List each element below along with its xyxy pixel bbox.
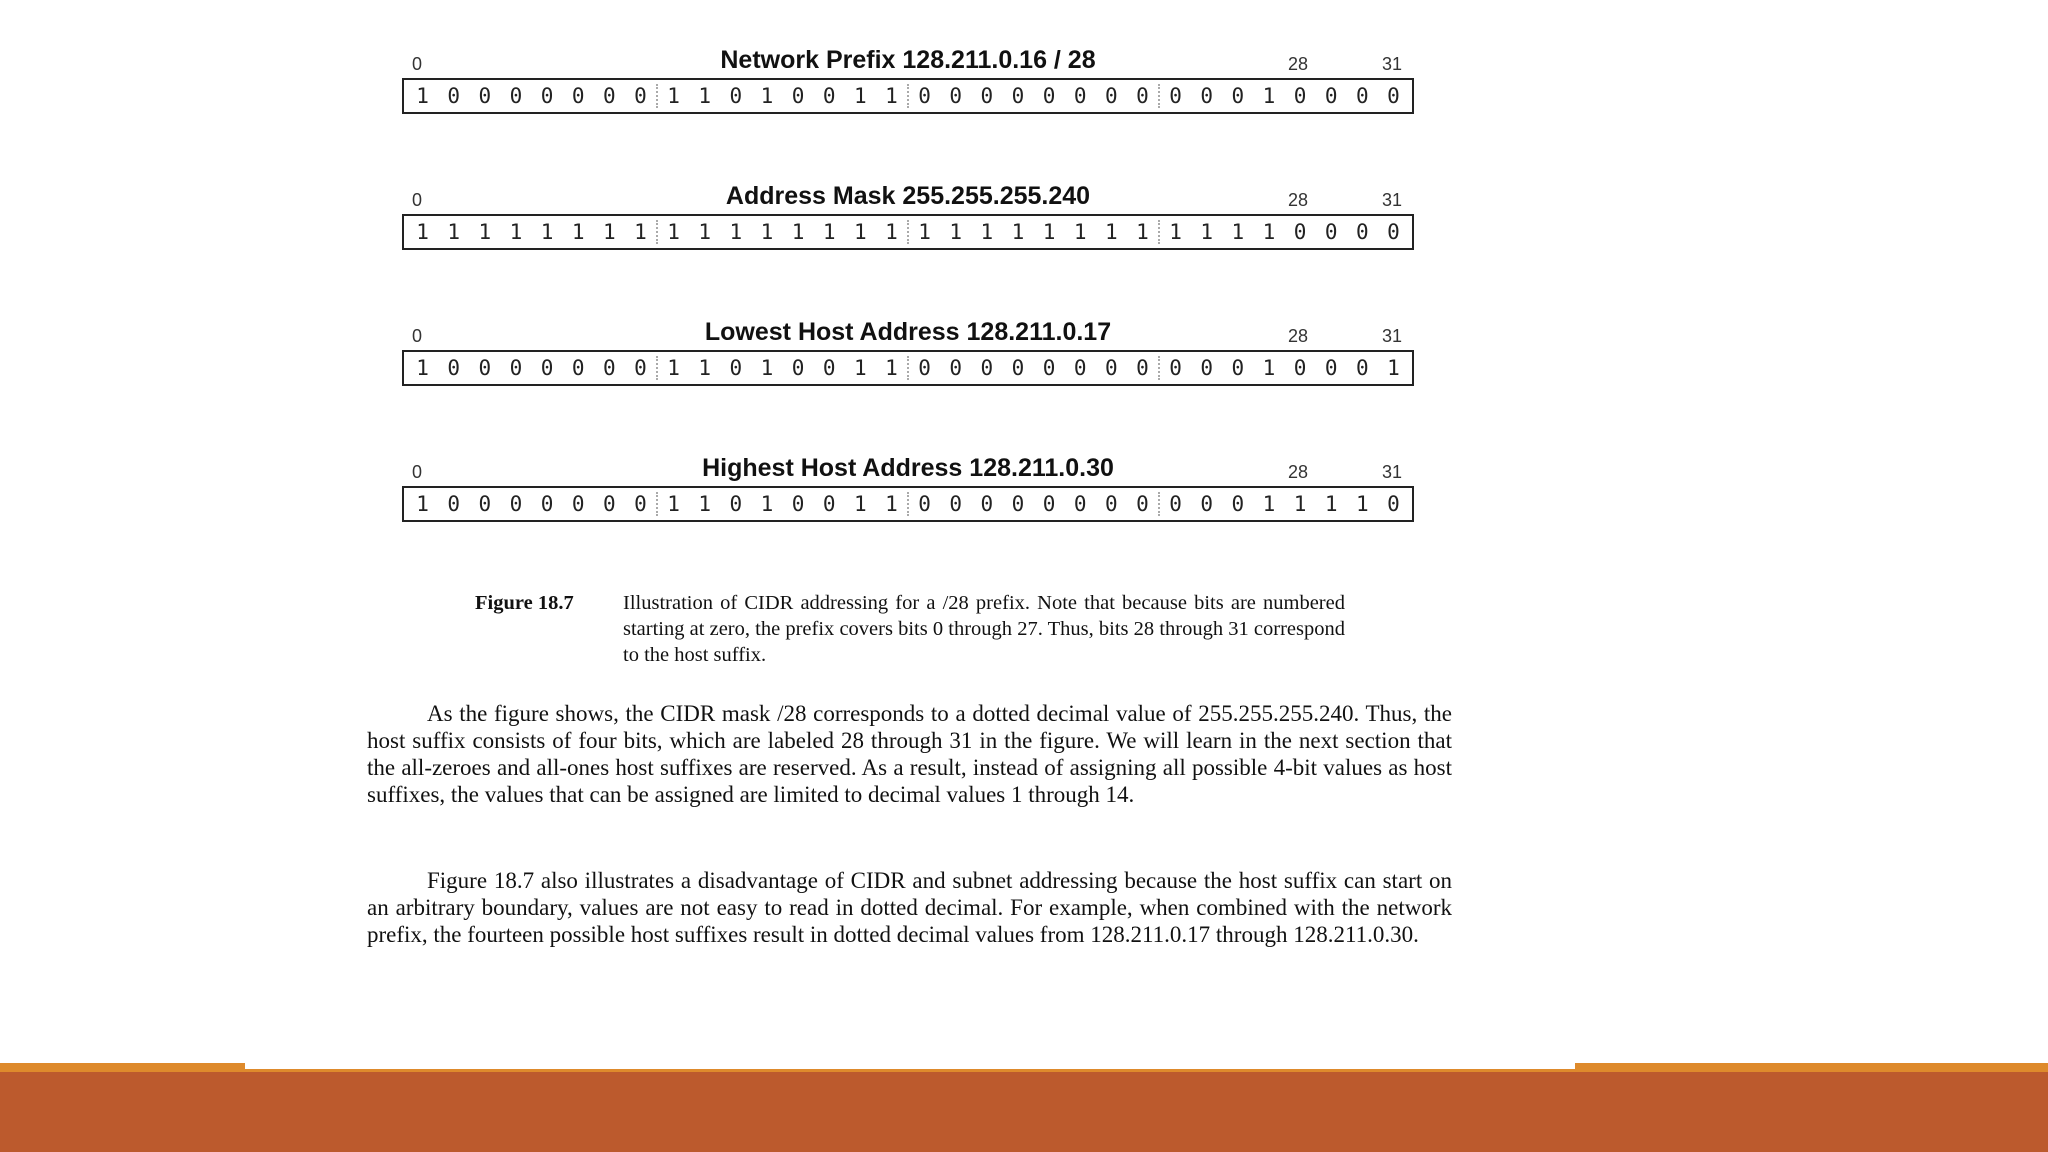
bit-cell: 0 — [634, 356, 647, 380]
bit-cell: 0 — [980, 356, 994, 380]
bit-cell: 1 — [416, 356, 429, 380]
bit-number-31: 31 — [1382, 54, 1403, 74]
bit-cell: 1 — [509, 220, 523, 244]
bit-cell: 0 — [907, 356, 940, 380]
network-prefix-diagram — [402, 42, 1414, 114]
diagram-title: Address Mask 255.255.255.240 — [725, 182, 1091, 210]
bit-cell: 1 — [907, 220, 940, 244]
bit-cell: 0 — [791, 356, 805, 380]
bit-cell: 1 — [1293, 492, 1307, 516]
bit-cell: 1 — [416, 220, 429, 244]
bit-cell: 0 — [729, 492, 743, 516]
bit-cell: 0 — [1200, 356, 1214, 380]
bit-cell: 1 — [656, 220, 689, 244]
bit-cell: 0 — [822, 84, 836, 108]
bit-cell: 1 — [791, 220, 805, 244]
bit-cell: 1 — [853, 220, 867, 244]
bit-cell: 1 — [656, 492, 689, 516]
bit-cell: 0 — [1158, 84, 1191, 108]
bit-number-28: 28 — [1288, 462, 1309, 482]
diagram-title: Network Prefix 128.211.0.16 / 28 — [720, 46, 1096, 74]
bit-cell: 0 — [478, 84, 492, 108]
bit-cell: 1 — [447, 220, 461, 244]
bit-cell: 0 — [1355, 356, 1369, 380]
bit-cell: 0 — [949, 492, 963, 516]
bit-cell: 0 — [509, 84, 523, 108]
bit-cell: 1 — [634, 220, 647, 244]
bit-cell: 0 — [1355, 220, 1369, 244]
bit-cell: 0 — [602, 492, 616, 516]
bit-cell: 1 — [602, 220, 616, 244]
bit-cell: 0 — [949, 356, 963, 380]
bit-cell: 0 — [729, 84, 743, 108]
bit-cell: 0 — [980, 84, 994, 108]
caption-text: Illustration of CIDR addressing for a /28 prefix. Note that because bits are numbered starting at zero, the prefix covers bits 0 through 27. Thus, bits 28 through 31 correspond to the host suffix. — [623, 592, 1345, 666]
bit-cell: 1 — [1136, 220, 1149, 244]
bit-cell: 0 — [634, 492, 647, 516]
bit-cell: 1 — [760, 356, 774, 380]
body-paragraph: As the figure shows, the CIDR mask /28 corresponds to a dotted decimal value of 255.255.255.240. Thus, the host suffix consists of four bits, which are labeled 28 through 31 in the figure. We will learn in the next section that the all-zeroes and all-ones host suffixes are reserved. As a result, instead of assigning all possible 4-bit values as host suffixes, the values that can be assigned are limited to decimal values 1 through 14. — [367, 701, 1452, 807]
bit-cell: 0 — [1011, 492, 1025, 516]
bit-cell: 0 — [1136, 492, 1149, 516]
bit-cell: 0 — [1104, 492, 1118, 516]
bit-cell: 1 — [1324, 492, 1338, 516]
bit-cell: 0 — [1324, 84, 1338, 108]
bit-cell: 0 — [447, 356, 461, 380]
bit-cell: 1 — [853, 492, 867, 516]
bit-cell: 0 — [1073, 492, 1087, 516]
bit-number-31: 31 — [1382, 326, 1403, 346]
bit-cell: 1 — [540, 220, 554, 244]
bit-row — [402, 78, 1414, 114]
bit-cell: 0 — [1387, 492, 1400, 516]
bit-cell: 0 — [1293, 84, 1307, 108]
bit-cell: 1 — [885, 492, 898, 516]
bit-cell: 0 — [1231, 356, 1245, 380]
bit-cell: 0 — [1104, 356, 1118, 380]
bit-cell: 1 — [1262, 492, 1276, 516]
bit-cell: 1 — [1104, 220, 1118, 244]
bit-number-28: 28 — [1288, 54, 1309, 74]
bit-cell: 0 — [571, 492, 585, 516]
bit-cell: 1 — [698, 84, 712, 108]
bit-cell: 0 — [1158, 492, 1191, 516]
bit-cell: 1 — [478, 220, 492, 244]
bit-cell: 0 — [1324, 220, 1338, 244]
bit-cell: 0 — [1136, 356, 1149, 380]
bit-number-28: 28 — [1288, 190, 1309, 210]
bit-cell: 0 — [1293, 220, 1307, 244]
footer-bar — [0, 1072, 2048, 1152]
bit-cell: 1 — [656, 356, 689, 380]
bit-cell: 0 — [1136, 84, 1149, 108]
bit-number-0: 0 — [412, 326, 423, 346]
bit-cell: 1 — [698, 492, 712, 516]
bit-cell: 0 — [447, 84, 461, 108]
bit-cell: 1 — [885, 220, 898, 244]
bit-cell: 0 — [1042, 84, 1056, 108]
bit-cell: 1 — [760, 84, 774, 108]
bit-cell: 1 — [1262, 356, 1276, 380]
bit-cell: 0 — [509, 356, 523, 380]
bit-cell: 1 — [1387, 356, 1400, 380]
bit-cell: 0 — [729, 356, 743, 380]
bit-cell: 0 — [1158, 356, 1191, 380]
bit-cell: 1 — [949, 220, 963, 244]
bit-cell: 1 — [885, 84, 898, 108]
bit-cell: 0 — [1387, 84, 1400, 108]
bit-cell: 0 — [571, 356, 585, 380]
bit-cell: 0 — [907, 84, 940, 108]
bit-cell: 0 — [980, 492, 994, 516]
bit-cell: 0 — [1200, 492, 1214, 516]
bit-cell: 1 — [656, 84, 689, 108]
bit-cell: 1 — [822, 220, 836, 244]
figure-caption — [475, 590, 1345, 668]
bit-cell: 1 — [1158, 220, 1191, 244]
bit-cell: 1 — [729, 220, 743, 244]
bit-cell: 0 — [1387, 220, 1400, 244]
accent-bar-gap — [245, 1063, 1575, 1069]
bit-cell: 0 — [478, 356, 492, 380]
bit-cell: 0 — [1042, 356, 1056, 380]
bit-cell: 0 — [949, 84, 963, 108]
bit-cell: 1 — [698, 220, 712, 244]
bit-cell: 1 — [1262, 84, 1276, 108]
bit-cell: 1 — [1042, 220, 1056, 244]
bit-cell: 0 — [540, 492, 554, 516]
lowest-host-diagram — [402, 314, 1414, 386]
bit-number-28: 28 — [1288, 326, 1309, 346]
bit-number-31: 31 — [1382, 462, 1403, 482]
bit-cell: 0 — [540, 84, 554, 108]
bit-cell: 0 — [1200, 84, 1214, 108]
highest-host-diagram — [402, 450, 1414, 522]
bit-cell: 0 — [1011, 356, 1025, 380]
bit-cell: 1 — [853, 84, 867, 108]
bit-cell: 1 — [1200, 220, 1214, 244]
bit-cell: 1 — [885, 356, 898, 380]
figure-label: Figure 18.7 — [475, 592, 574, 614]
bit-cell: 0 — [791, 84, 805, 108]
diagram-title: Highest Host Address 128.211.0.30 — [702, 454, 1114, 482]
bit-cell: 0 — [1293, 356, 1307, 380]
bit-cell: 0 — [1231, 492, 1245, 516]
bit-cell: 0 — [1355, 84, 1369, 108]
bit-cell: 0 — [478, 492, 492, 516]
bit-cell: 1 — [1073, 220, 1087, 244]
bit-cell: 0 — [1011, 84, 1025, 108]
bit-cell: 1 — [1231, 220, 1245, 244]
bit-cell: 0 — [1073, 356, 1087, 380]
bit-cell: 0 — [1042, 492, 1056, 516]
bit-cell: 0 — [540, 356, 554, 380]
body-paragraph: Figure 18.7 also illustrates a disadvantage of CIDR and subnet addressing because the host suffix can start on an arbitrary boundary, values are not easy to read in dotted decimal. For example, when combined with the network prefix, the fourteen possible host suffixes result in dotted decimal values from 128.211.0.17 through 128.211.0.30. — [367, 868, 1452, 947]
bit-cell: 0 — [602, 356, 616, 380]
bit-cell: 1 — [980, 220, 994, 244]
bit-cell: 1 — [416, 492, 429, 516]
bit-cell: 1 — [760, 492, 774, 516]
bit-number-0: 0 — [412, 462, 423, 482]
bit-cell: 0 — [634, 84, 647, 108]
bit-row — [402, 486, 1414, 522]
bit-cell: 0 — [822, 356, 836, 380]
bit-cell: 1 — [571, 220, 585, 244]
bit-number-0: 0 — [412, 54, 423, 74]
bit-cell: 1 — [1355, 492, 1369, 516]
bit-number-0: 0 — [412, 190, 423, 210]
bit-cell: 0 — [509, 492, 523, 516]
bit-number-31: 31 — [1382, 190, 1403, 210]
bit-cell: 0 — [1231, 84, 1245, 108]
bit-cell: 1 — [1011, 220, 1025, 244]
bit-cell: 1 — [760, 220, 774, 244]
bit-cell: 0 — [1073, 84, 1087, 108]
bit-cell: 1 — [853, 356, 867, 380]
bit-cell: 0 — [602, 84, 616, 108]
address-mask-diagram — [402, 178, 1414, 250]
bit-cell: 0 — [1104, 84, 1118, 108]
bit-cell: 0 — [907, 492, 940, 516]
bit-cell: 0 — [571, 84, 585, 108]
bit-row — [402, 350, 1414, 386]
bit-cell: 1 — [698, 356, 712, 380]
bit-row — [402, 214, 1414, 250]
bit-cell: 1 — [1262, 220, 1276, 244]
bit-cell: 0 — [822, 492, 836, 516]
bit-cell: 0 — [447, 492, 461, 516]
diagram-title: Lowest Host Address 128.211.0.17 — [704, 318, 1112, 346]
bit-cell: 0 — [791, 492, 805, 516]
bit-cell: 0 — [1324, 356, 1338, 380]
bit-cell: 1 — [416, 84, 429, 108]
